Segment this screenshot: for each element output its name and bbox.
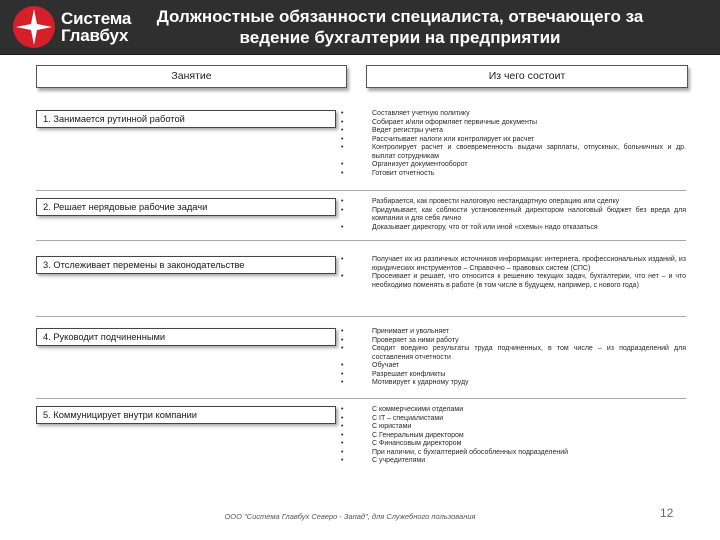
list-item: • Просеивает и решает, что относится к решению текущих задач, бухгалтерии, что нет – и что необходимо поменять в работе (в том числе в будущем, например, с нового года) — [341, 273, 686, 289]
list-item: • При наличии, с бухгалтерией обособленных подразделений — [341, 448, 569, 456]
bullet-icon: • — [341, 135, 344, 143]
bullet-icon: • — [341, 110, 344, 117]
list-item: • Придумывает, как соблюсти установленный директором налоговый бюджет без вреда для компании и для себя лично — [341, 206, 686, 222]
duty-label: 3. Отслеживает перемены в законодательстве — [36, 256, 336, 274]
row-divider — [36, 316, 686, 317]
duty-items-list — [334, 110, 686, 178]
bullet-icon: • — [341, 457, 344, 464]
column-header-components: Из чего состоит — [366, 65, 688, 88]
duty-items-list — [334, 256, 686, 290]
slide-title — [150, 6, 650, 48]
list-item: • С IT – специалистами — [341, 414, 444, 422]
duty-label: 1. Занимается рутинной работой — [36, 110, 336, 128]
row-divider — [36, 190, 686, 191]
bullet-icon: • — [341, 256, 344, 263]
bullet-icon: • — [341, 448, 344, 456]
row-divider — [36, 240, 686, 241]
bullet-icon: • — [341, 423, 344, 430]
list-item: • Организует документооборот — [341, 161, 468, 168]
duty-items-list — [334, 198, 686, 232]
bullet-icon: • — [341, 127, 344, 134]
bullet-icon: • — [341, 161, 344, 168]
list-item: • С коммерческими отделами — [341, 406, 464, 413]
slide-title-line-2: ведение бухгалтерии на предприятии — [239, 28, 561, 47]
bullet-icon: • — [341, 379, 344, 386]
logo-star-icon — [12, 5, 56, 49]
bullet-icon: • — [341, 198, 344, 205]
bullet-icon: • — [341, 206, 344, 214]
logo-text — [61, 10, 131, 44]
list-item: • Сводит воедино результаты труда подчиненных, в том числе – из подразделений для составления отчетности — [341, 345, 686, 361]
duty-items-list — [334, 328, 686, 388]
bullet-icon: • — [341, 328, 344, 335]
list-item: • Получает их из различных источников информации: интернета, профессиональных изданий, из юридических инструментов – Справочно – правовых систем (СПС) — [341, 256, 686, 272]
bullet-icon: • — [341, 144, 344, 151]
list-item: • Принимает и увольняет — [341, 328, 450, 335]
bullet-icon: • — [341, 370, 344, 378]
list-item: • Мотивирует к ударному труду — [341, 379, 469, 386]
list-item: • С Генеральным директором — [341, 431, 464, 439]
bullet-icon: • — [341, 345, 344, 352]
column-header-occupation: Занятие — [36, 65, 347, 88]
logo-line-1: Система — [61, 9, 132, 28]
bullet-icon: • — [341, 118, 344, 126]
bullet-icon: • — [341, 414, 344, 422]
list-item: • Рассчитывает налоги или контролирует их расчет — [341, 135, 535, 143]
duty-label: 4. Руководит подчиненными — [36, 328, 336, 346]
list-item: • Собирает и/или оформляет первичные документы — [341, 118, 538, 126]
header-bar — [0, 0, 720, 55]
list-item: • Обучает — [341, 362, 400, 369]
list-item: • С Финансовым директором — [341, 440, 462, 447]
list-item: • Ведет регистры учета — [341, 127, 443, 134]
list-item: • Разрешает конфликты — [341, 370, 446, 378]
bullet-icon: • — [341, 431, 344, 439]
list-item: • С юристами — [341, 423, 412, 430]
row-divider — [36, 398, 686, 399]
list-item: • Составляет учетную политику — [341, 110, 470, 117]
bullet-icon: • — [341, 336, 344, 344]
page-number: 12 — [660, 506, 674, 520]
duty-label: 2. Решает нерядовые рабочие задачи — [36, 198, 336, 216]
bullet-icon: • — [341, 273, 344, 280]
bullet-icon: • — [341, 440, 344, 447]
bullet-icon: • — [341, 169, 344, 177]
bullet-icon: • — [341, 406, 344, 413]
list-item: • Готовит отчетность — [341, 169, 435, 177]
slide-title-line-1: Должностные обязанности специалиста, отвечающего за — [156, 7, 644, 26]
bullet-icon: • — [341, 223, 344, 231]
list-item: • Контролирует расчет и своевременность выдачи зарплаты, отпускных, больничных и др. выплат сотрудникам — [341, 144, 686, 160]
duty-label: 5. Коммуницирует внутри компании — [36, 406, 336, 424]
logo-line-2: Главбух — [61, 26, 129, 45]
list-item: • С учредителями — [341, 457, 426, 464]
bullet-icon: • — [341, 362, 344, 369]
list-item: • Проверяет за ними работу — [341, 336, 459, 344]
list-item: • Доказывает директору, что от той или иной «схемы» надо отказаться — [341, 223, 598, 231]
logo[interactable] — [12, 5, 172, 49]
duty-items-list — [334, 406, 686, 466]
list-item: • Разбирается, как провести налоговую нестандартную операцию или сделку — [341, 198, 620, 205]
footer-text: ООО "Система Главбух Северо - Запад", для Служебного пользования — [224, 512, 476, 521]
